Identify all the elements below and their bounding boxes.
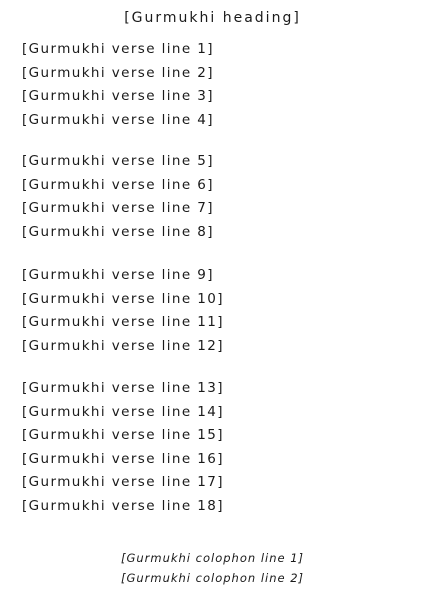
colophon-line: [Gurmukhi colophon line 1] bbox=[120, 551, 305, 565]
verse-line: [Gurmukhi verse line 6] bbox=[22, 176, 214, 193]
verse-line: [Gurmukhi verse line 12] bbox=[22, 337, 224, 354]
section-heading: [Gurmukhi heading] bbox=[124, 10, 301, 26]
verse-line: [Gurmukhi verse line 8] bbox=[22, 223, 214, 240]
verse-line: [Gurmukhi verse line 16] bbox=[22, 450, 224, 467]
verse-line: [Gurmukhi verse line 7] bbox=[22, 200, 214, 216]
verse-line: [Gurmukhi verse line 1] bbox=[22, 41, 214, 57]
verse-line: [Gurmukhi verse line 17] bbox=[22, 474, 224, 490]
verse-line: [Gurmukhi verse line 3] bbox=[22, 88, 214, 104]
verse-line: [Gurmukhi verse line 11] bbox=[22, 314, 224, 330]
verse-line: [Gurmukhi verse line 4] bbox=[22, 111, 214, 128]
verse-line: [Gurmukhi verse line 18] bbox=[22, 497, 224, 514]
stanza-2 bbox=[22, 150, 412, 244]
stanza-3 bbox=[22, 264, 412, 358]
verse-line: [Gurmukhi verse line 2] bbox=[22, 64, 214, 81]
colophon bbox=[6, 548, 419, 588]
colophon-line: [Gurmukhi colophon line 2] bbox=[120, 571, 305, 585]
verse-line: [Gurmukhi verse line 10] bbox=[22, 290, 224, 307]
stanza-1 bbox=[22, 38, 412, 132]
verse-line: [Gurmukhi verse line 9] bbox=[22, 267, 214, 283]
verse-line: [Gurmukhi verse line 5] bbox=[22, 153, 214, 169]
verse-line: [Gurmukhi verse line 14] bbox=[22, 403, 224, 420]
stanza-4 bbox=[22, 377, 412, 518]
verse-line: [Gurmukhi verse line 15] bbox=[22, 427, 224, 443]
verse-line: [Gurmukhi verse line 13] bbox=[22, 380, 224, 396]
